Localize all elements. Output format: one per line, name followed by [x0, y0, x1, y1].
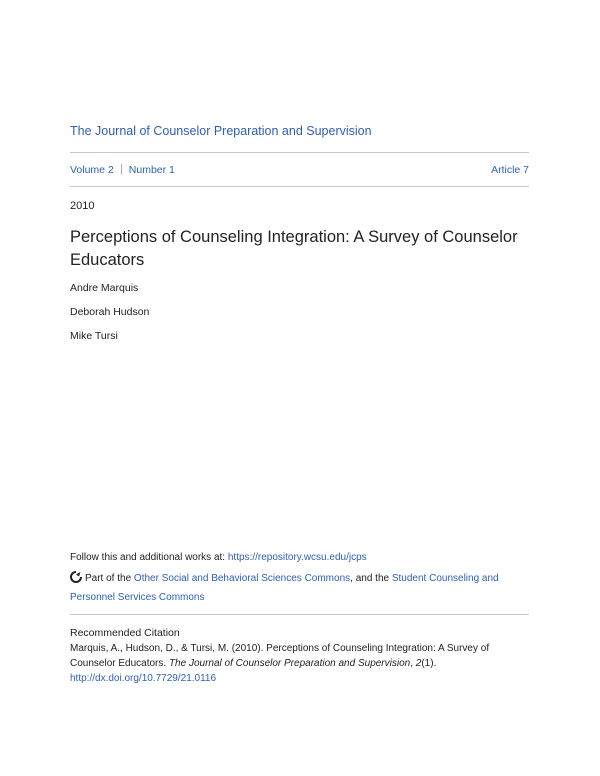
publication-year: 2010	[70, 200, 95, 212]
meta-rule	[70, 186, 529, 187]
part-of-prefix: Part of the	[85, 573, 134, 584]
citation-separator: ,	[410, 658, 416, 669]
author-name[interactable]: Deborah Hudson	[70, 306, 150, 318]
citation-text: Marquis, A., Hudson, D., & Tursi, M. (2010). Perceptions of Counseling Integration: A Survey of Counselor Educators.	[70, 643, 490, 669]
citation-volume: 2	[415, 658, 422, 669]
article-title[interactable]: Perceptions of Counseling Integration: A Survey of Counselor Educators	[70, 228, 518, 269]
article-link[interactable]: Article 7	[491, 164, 529, 176]
doi-link[interactable]: http://dx.doi.org/10.7729/21.0116	[70, 673, 217, 684]
author-name[interactable]: Mike Tursi	[70, 330, 118, 342]
discipline-link-social-behavioral[interactable]: Other Social and Behavioral Sciences Commons	[133, 573, 351, 584]
top-rule	[70, 152, 529, 153]
bepress-commons-icon	[70, 571, 82, 589]
recommended-citation	[70, 641, 529, 686]
recommended-citation-heading: Recommended Citation	[70, 627, 180, 639]
follow-line	[70, 552, 367, 563]
meta-separator	[121, 164, 122, 174]
bottom-rule	[70, 614, 529, 615]
discipline-link-student-counseling[interactable]: Student Counseling and Personnel Services Commons	[70, 573, 499, 603]
part-of-middle: , and the	[350, 573, 392, 584]
issue-meta-row	[70, 164, 529, 176]
number-link[interactable]: Number 1	[128, 164, 175, 176]
journal-title[interactable]: The Journal of Counselor Preparation and Supervision	[70, 124, 372, 138]
volume-link[interactable]: Volume 2	[70, 164, 114, 176]
part-of-line	[70, 570, 529, 606]
repository-link[interactable]: https://repository.wcsu.edu/jcps	[227, 552, 367, 563]
author-name[interactable]: Andre Marquis	[70, 282, 139, 294]
follow-label: Follow this and additional works at:	[70, 552, 228, 563]
citation-journal: The Journal of Counselor Preparation and Supervision	[168, 658, 411, 669]
citation-issue: (1).	[421, 658, 437, 669]
